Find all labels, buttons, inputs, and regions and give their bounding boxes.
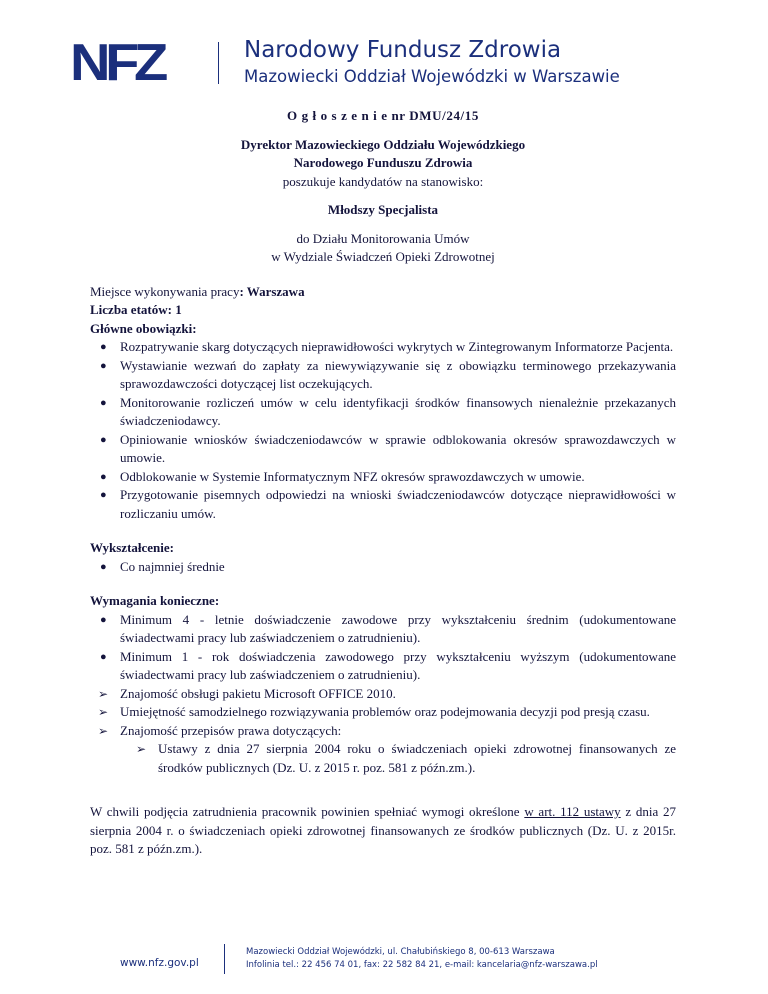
bullet-icon: ● — [100, 489, 107, 501]
education-heading: Wykształcenie: — [90, 540, 174, 555]
header-divider — [218, 42, 219, 84]
org-subtitle: Mazowiecki Oddział Wojewódzki w Warszawie — [244, 67, 620, 86]
list-item: ● Przygotowanie pisemnych odpowiedzi na wnioski świadczeniodawców dotyczące nieprawidłowości w rozliczaniu umów. — [100, 487, 676, 521]
bullet-icon: ● — [100, 613, 107, 626]
list-item: ➢ Znajomość przepisów prawa dotyczących: — [90, 722, 676, 741]
bullet-icon: ● — [100, 560, 107, 573]
work-place-label: Miejsce wykonywania pracy — [90, 283, 240, 299]
etat-count: Liczba etatów: 1 — [90, 302, 182, 317]
bullet-icon: ● — [100, 650, 107, 663]
bullet-icon: ● — [100, 341, 107, 353]
department-line-2: w Wydziale Świadczeń Opieki Zdrowotnej — [271, 249, 495, 264]
education-list — [90, 558, 676, 577]
duties-heading: Główne obowiązki: — [90, 320, 197, 336]
list-item: ● Minimum 1 - rok doświadczenia zawodowego przy wykształceniu wyższym (udokumentowane świadectwami pracy lub zaświadczeniem o zatrudnieniu). — [100, 648, 676, 682]
arrow-bullet-icon: ➢ — [98, 686, 109, 701]
arrow-bullet-icon: ➢ — [98, 723, 109, 738]
footer — [120, 944, 640, 984]
bullet-icon: ● — [100, 470, 107, 483]
footer-url: www.nfz.gov.pl — [120, 957, 199, 969]
requirements-list — [90, 611, 676, 778]
list-item: ● Wystawianie wezwań do zapłaty za niewywiązywanie się z obowiązku terminowego przekazywania sprawozdawczości dotyczącej list oczekujących. — [100, 357, 676, 391]
duties-list — [90, 338, 676, 523]
document-body — [90, 107, 676, 859]
footer-address: Mazowiecki Oddział Wojewódzki, ul. Chałubińskiego 8, 00-613 Warszawa — [246, 947, 555, 957]
requirements-heading: Wymagania konieczne: — [90, 593, 220, 608]
list-item: ➢ Znajomość obsługi pakietu Microsoft OFFICE 2010. — [90, 685, 676, 704]
list-item: ● Co najmniej średnie — [90, 558, 676, 577]
bullet-icon: ● — [100, 359, 107, 372]
list-item: ● Opiniowanie wniosków świadczeniodawców w sprawie odblokowania okresów sprawozdawczych w umowie. — [100, 431, 676, 465]
footer-contact: Infolinia tel.: 22 456 74 01, fax: 22 582 84 21, e-mail: kancelaria@nfz-warszawa.pl — [246, 960, 598, 970]
law-reference: w art. 112 ustawy — [524, 804, 621, 819]
org-name: Narodowy Fundusz Zdrowia — [244, 37, 562, 63]
director-line-1: Dyrektor Mazowieckiego Oddziału Wojewódzkiego — [240, 136, 526, 152]
bullet-icon: ● — [100, 433, 107, 446]
list-item: ● Minimum 4 - letnie doświadczenie zawodowe przy wykształceniu średnim (udokumentowane świadectwami pracy lub zaświadczeniem o zatrudnieniu). — [100, 611, 676, 645]
nfz-logo: NFZ — [70, 34, 163, 92]
closing-paragraph: W chwili podjęcia zatrudnienia pracownik powinien spełniać wymogi określone w art. 112 ustawy z dnia 27 sierpnia 2004 r. o świadczeniach opieki zdrowotnej finansowanych ze środków publicznych (Dz. U. z 2015r. poz. 581 z późn.zm.). — [90, 804, 677, 856]
letterhead — [70, 36, 710, 96]
work-place — [90, 283, 676, 302]
notice-number: O g ł o s z e n i e nr DMU/24/15 — [287, 108, 479, 123]
bullet-icon: ● — [100, 396, 107, 409]
footer-divider — [224, 944, 225, 974]
department-line-1: do Działu Monitorowania Umów — [296, 230, 470, 246]
arrow-bullet-icon: ➢ — [98, 705, 109, 719]
seeking-text: poszukuje kandydatów na stanowisko: — [282, 173, 484, 189]
list-item: ● Odblokowanie w Systemie Informatycznym NFZ okresów sprawozdawczych w umowie. — [90, 468, 676, 487]
position-title: Młodszy Specjalista — [327, 202, 439, 217]
list-item: ● Monitorowanie rozliczeń umów w celu identyfikacji środków finansowych nienależnie przekazanych świadczeniodawcy. — [100, 394, 676, 428]
director-line-2: Narodowego Funduszu Zdrowia — [293, 155, 473, 170]
arrow-bullet-icon: ➢ — [136, 742, 147, 756]
footer-address-block — [246, 946, 598, 972]
list-item: ● Rozpatrywanie skarg dotyczących nieprawidłowości wykrytych w Zintegrowanym Informatorze Pacjenta. — [90, 338, 676, 357]
work-place-value: : Warszawa — [239, 283, 305, 299]
list-item: ➢ Umiejętność samodzielnego rozwiązywania problemów oraz podejmowania decyzji pod presją czasu. — [90, 703, 676, 722]
list-item: ➢ Ustawy z dnia 27 sierpnia 2004 roku o świadczeniach opieki zdrowotnej finansowanych ze środków publicznych (Dz. U. z 2015 r. poz. 581 z późn.zm.). — [136, 741, 676, 775]
